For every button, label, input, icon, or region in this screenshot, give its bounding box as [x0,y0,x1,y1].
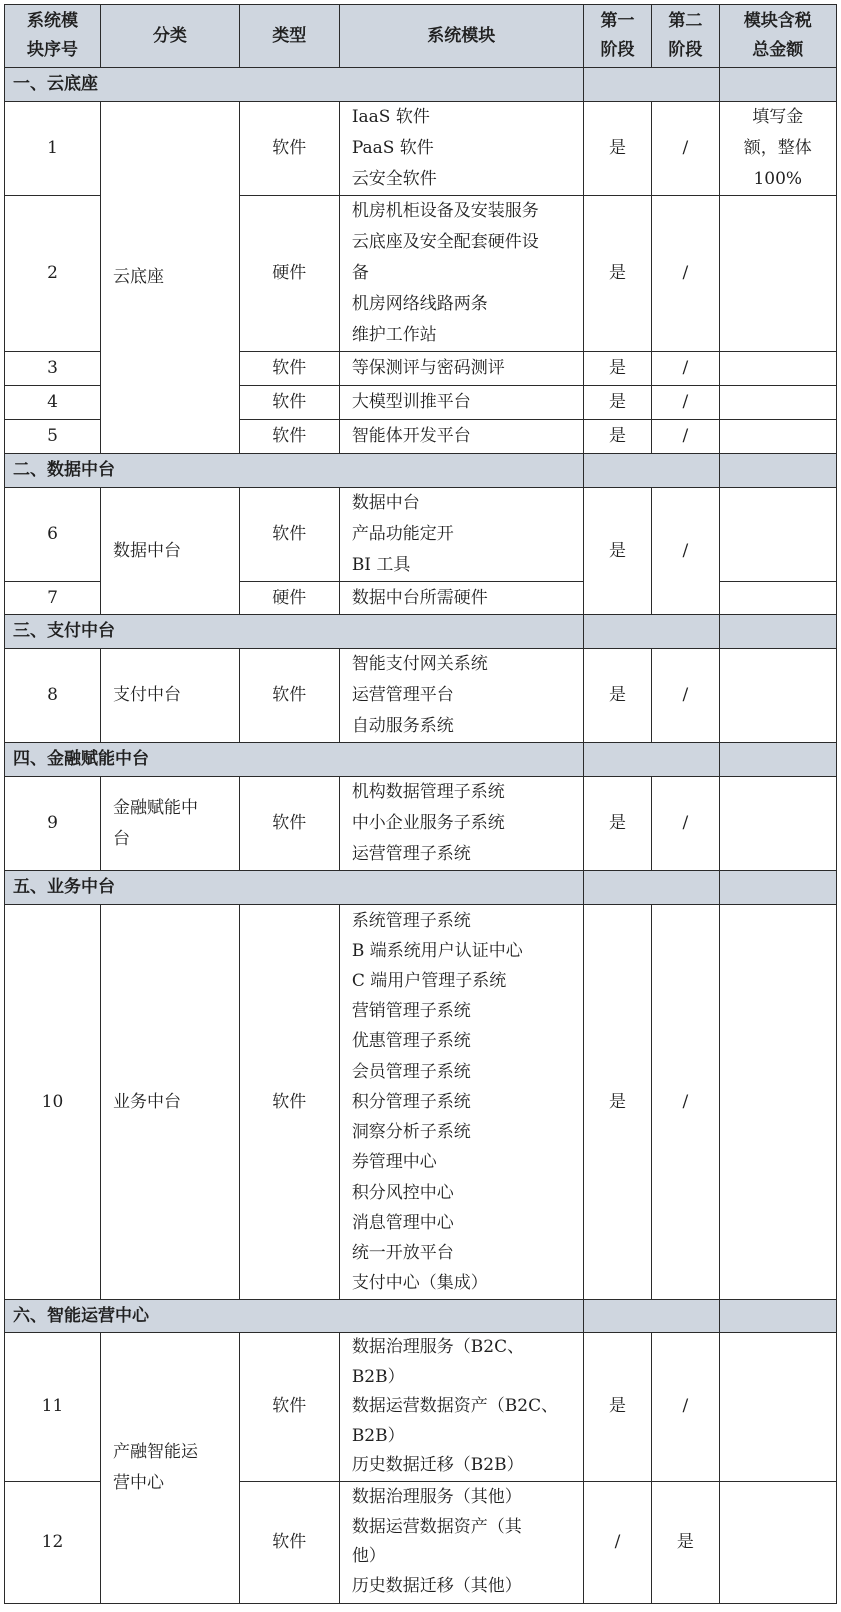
section-empty [719,454,836,488]
row-module [339,777,583,871]
row-amount [719,777,836,871]
table-row [5,905,837,1300]
row-type: 软件 [239,352,339,386]
row-no: 12 [5,1481,101,1603]
section-empty [719,68,836,102]
section-empty [583,454,719,488]
section-row [5,454,837,488]
row-amount [719,352,836,386]
row-phase1: 是 [583,386,651,420]
section-row [5,1300,837,1333]
table-row [5,488,837,582]
header-phase2-text: 第二 阶段 [668,11,703,60]
row-type: 软件 [239,1333,339,1482]
row-no: 2 [5,196,101,352]
row-module-text: 机房机柜设备及安装服务 云底座及安全配套硬件设 备 机房网络线路两条 维护工作站 [351,201,539,345]
row-amount [719,582,836,615]
row-module [339,1481,583,1603]
row-phase2: / [652,352,719,386]
row-module [339,649,583,743]
row-amount [719,1481,836,1603]
row-module-text: 智能支付网关系统 运营管理平台 自动服务系统 [351,654,488,736]
section-empty [583,1300,719,1333]
row-phase1: 是 [583,196,651,352]
row-type: 硬件 [239,582,339,615]
header-module-no-text: 系统模 块序号 [26,11,78,60]
row-phase2: / [652,196,719,352]
section-row [5,615,837,649]
row-type: 软件 [239,386,339,420]
row-no: 7 [5,582,101,615]
row-amount [719,488,836,582]
row-phase1: 是 [583,1333,651,1482]
row-type: 硬件 [239,196,339,352]
header-phase1-text: 第一 阶段 [600,11,635,60]
row-phase1: 是 [583,777,651,871]
row-phase2: / [652,777,719,871]
header-row [5,5,837,68]
row-phase2: / [652,905,719,1300]
row-phase2: / [652,1333,719,1482]
section-label: 一、云底座 [5,68,584,102]
section-empty [719,615,836,649]
row-phase1: 是 [583,488,651,615]
header-amount [719,5,836,68]
row-phase2: / [652,102,719,196]
section-empty [719,871,836,905]
header-amount-text: 模块含税 总金额 [743,11,812,60]
row-amount [719,905,836,1300]
row-type: 软件 [239,777,339,871]
table-row [5,649,837,743]
row-phase1: 是 [583,420,651,454]
row-phase2: / [652,420,719,454]
row-phase2: / [652,488,719,615]
row-module [339,196,583,352]
row-phase1: / [583,1481,651,1603]
section-empty [583,871,719,905]
row-module [339,1333,583,1482]
row-module: 智能体开发平台 [339,420,583,454]
section-row [5,68,837,102]
header-module: 系统模块 [339,5,583,68]
module-table [4,4,837,1604]
row-type: 软件 [239,102,339,196]
row-phase2: 是 [652,1481,719,1603]
row-category [100,1333,239,1604]
row-category: 业务中台 [100,905,239,1300]
row-no: 4 [5,386,101,420]
section-empty [719,1300,836,1333]
row-type: 软件 [239,1481,339,1603]
row-category: 云底座 [100,102,239,454]
row-amount [719,386,836,420]
header-type: 类型 [239,5,339,68]
section-label: 四、金融赋能中台 [5,743,584,777]
section-label: 五、业务中台 [5,871,584,905]
section-row [5,743,837,777]
row-category: 支付中台 [100,649,239,743]
row-phase2: / [652,649,719,743]
section-label: 二、数据中台 [5,454,584,488]
section-empty [583,68,719,102]
row-module-text: IaaS 软件 PaaS 软件 云安全软件 [351,107,437,189]
row-amount [719,196,836,352]
row-type: 软件 [239,420,339,454]
row-module: 等保测评与密码测评 [339,352,583,386]
header-phase2 [652,5,719,68]
row-phase1: 是 [583,102,651,196]
header-phase1 [583,5,651,68]
row-module-text: 数据治理服务（B2C、B2B） 数据运营数据资产（B2C、 B2B） 历史数据迁移（B2B） [351,1337,559,1475]
row-module [339,488,583,582]
row-phase1: 是 [583,905,651,1300]
header-module-no [5,5,101,68]
row-no: 10 [5,905,101,1300]
row-type: 软件 [239,905,339,1300]
row-amount [719,649,836,743]
row-module: 大模型训推平台 [339,386,583,420]
section-empty [583,743,719,777]
row-phase1: 是 [583,352,651,386]
row-module-text: 数据治理服务（其他） 数据运营数据资产（其 他） 历史数据迁移（其他） [351,1487,522,1596]
table-row [5,1333,837,1482]
section-label: 六、智能运营中心 [5,1300,584,1333]
table-row [5,102,837,196]
row-type: 软件 [239,649,339,743]
row-amount [719,420,836,454]
table-row [5,777,837,871]
row-module [339,102,583,196]
row-category-text: 金融赋能中 台 [112,797,198,849]
section-label: 三、支付中台 [5,615,584,649]
row-no: 3 [5,352,101,386]
section-empty [583,615,719,649]
row-no: 8 [5,649,101,743]
row-amount-text: 填写金 额，整体 100% [743,107,812,189]
header-category: 分类 [100,5,239,68]
row-module-text: 机构数据管理子系统 中小企业服务子系统 运营管理子系统 [351,782,505,864]
row-type: 软件 [239,488,339,582]
row-module-text: 系统管理子系统 B 端系统用户认证中心 C 端用户管理子系统 营销管理子系统 优惠管理子系统 会员管理子系统 积分管理子系统 洞察分析子系统 券管理中心 积分风控中心 消息管理中心 统一开放平台 支付中心（集成） [351,910,523,1294]
row-amount [719,1333,836,1482]
row-no: 1 [5,102,101,196]
row-phase1: 是 [583,649,651,743]
row-no: 5 [5,420,101,454]
row-amount [719,102,836,196]
row-category: 数据中台 [100,488,239,615]
row-no: 9 [5,777,101,871]
row-phase2: / [652,386,719,420]
row-category [100,777,239,871]
row-module [339,905,583,1300]
section-row [5,871,837,905]
row-category-text: 产融智能运 营中心 [112,1441,198,1493]
row-no: 6 [5,488,101,582]
section-empty [719,743,836,777]
row-module-text: 数据中台 产品功能定开 BI 工具 [351,493,454,575]
row-no: 11 [5,1333,101,1482]
row-module: 数据中台所需硬件 [339,582,583,615]
